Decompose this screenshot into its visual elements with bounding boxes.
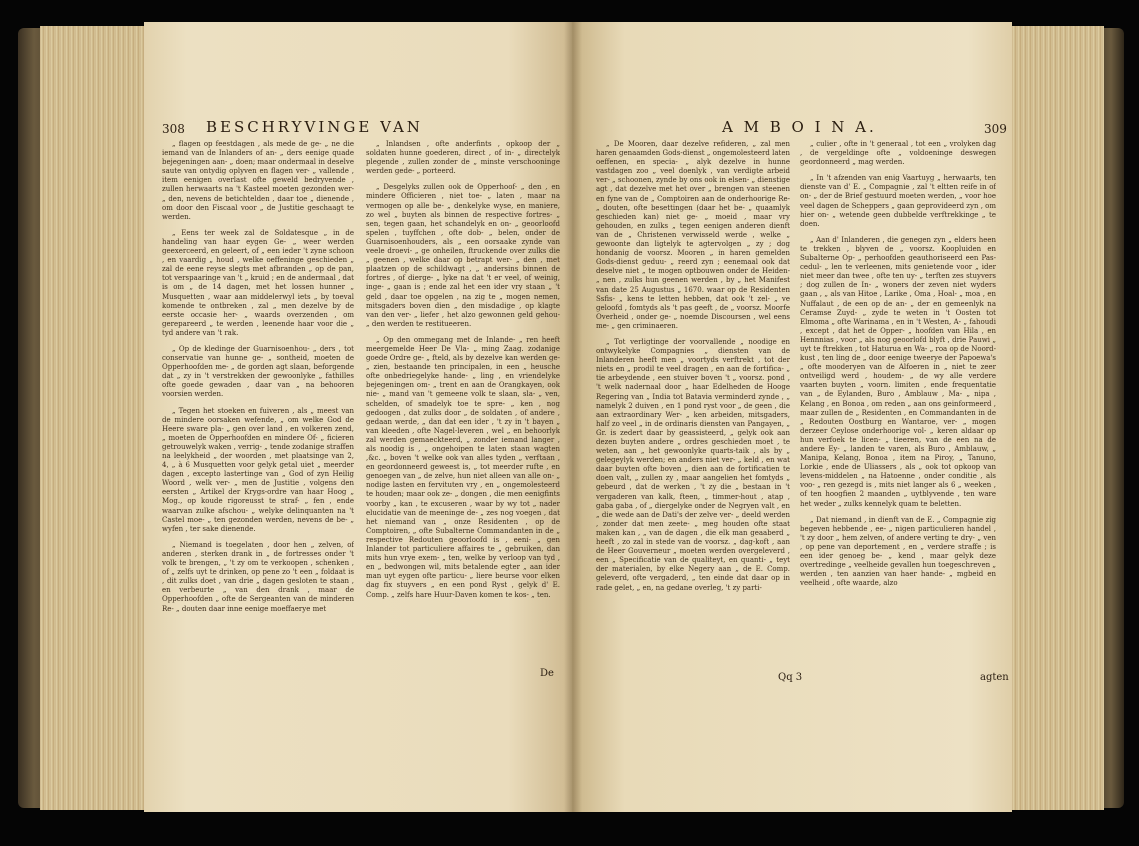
left-page — [144, 22, 572, 812]
paragraph: „ Tot verligtinge der voorvallende „ noodige en ontwykelyke Compagnies „ diensten van de Inlanderen heeft men „ voortyds verftrekt , tot der niets en „ prodil te veel dragen , en aan de fortifica- „ tie arbeydende , een stuiver boven 't „ voorsz. pond , 't welk nadernaal door „ haar Edelheden de Hooge Regering van „ India tot Batavia verminderd zynde , „ namelyk 2 duiven , en 1 pond ryst voor „ de geen , die aan extraordinary Wer- „ ken arbeiden, mitsgaders, half zo veel „ in de ordinaris diensten van Pangayen, „ Gr. is zedert daar by geassisteerd, „ gelyk ook aan dezen buyten andere „ ordres geschieden moet , te weten, aan „ het gewoonlyke quarts-taik , als by „ gelegeylyk werden; en anders niet ver- „ keld , en wat daar buyten ofte boven „ dien aan de fortificatien te doen valt, „ zullen zy , maar aangelien het fomtyds „ gebeurd , dat de werken , 't zy die „ bestaan in 't vergaderen van kalk, fteen, „ timmer-hout , atap , gaba gaba , of „ diergelyke onder de Negryen valt , en „ die wede aan de Dati's der zelve ver- „ deeld werden , zonder dat men zeete- „ meg houden ofte staat maken kan , „ van de dagen , die elk man geaaberd „ heeft , zo zal in stede van de voorsz. „ dag-koft , aan de Heer Gouverneur „ moeten werden overgeleverd , een „ Specificatie van de qualiteyt, en quanti- „ teyt der materialen, by elke Negery aan „ de E. Comp. geleverd, ofte vergaderd, „ ten einde dat daar op in rade gelet, „ en, na gedane overleg, 't zy parti- — [596, 337, 790, 592]
page-edges-left — [40, 26, 160, 810]
left-page-column-2 — [366, 140, 560, 685]
paragraph: „ Eens ter week zal de Soldatesque „ in de handeling van haar eygen Ge- „ weer werden geexerceerd, en geleert, of „ een ieder 't zyne schoon , en vaardig „ houd , welke oeffeninge geschieden „ zal de eene reyse slegts met afbranden „ op de pan, tot verspaaringe van 't „ kruid ; en de andermaal , dat is om „ de 14 dagen, met het lossen hunner „ Musquetten , waar aan middelerwyl iets „ by toeval komende te ontbreken , zal „ men dezelve by de eerste occasie her- „ waards overzenden , om gerepareerd „ te werden , leenende haar voor die „ tyd andere van 't rak. — [162, 228, 354, 337]
open-book — [18, 20, 1124, 816]
right-page — [572, 22, 1012, 812]
paragraph: „ Op den ommegang met de Inlande- „ ren heeft meergemelde Heer De Vla- „ ming Zaag. zodanige goede Ordre ge- „ fteld, als by dezelve kan werden ge- „ zien, bestaande ten principalen, in een „ heusche ofte onbedriegelyke hande- „ ling , en vriendelyke bejegeningen om- „ trent en aan de Orangkayen, ook nie- „ mand van 't gemeene volk te slaan, sla- „ ven, schelden, of smadelyk toe te spre- „ ken , nog gedoogen , dat zulks door „ de soldaten , of andere , gedaan werde, „ dan dat een ider , 't zy in 't bayen „ van kleeden , ofte Nagel-leveren , wel „ en behoorlyk zal werden gemaeckteerd, „ zonder iemand langer , als noodig is , „ ongehoipen te laten staan wagten ,&c. „ boven 't welke ook van alles tyden „ verftaan , en geordonneerd geweest is, „ tot meerder rufte , en genoegen van „ de zelve, hun niet alleen van alle on- „ nodige lasten en fervituten vry , en „ ongemolesteerd te houden; maar ook ze- „ dongen , die men eenigfints voorby „ kan , te excuseren , waar by wy tot „ nader elucidatie van de meeninge de- „ zes nog voegen , dat het niemand van „ onze Residenten , op de Comptoiren, „ ofte Subalterne Commandanten in de „ respective Redouten geoorloofd is , eeni- „ gen Inlander tot particuliere affaires te „ gebruiken, dan mits hun vrye exem- „ ten, welke by verloop van tyd , en „ bedwongen wil, mits betalende egter „ aan ider man uyt eygen ofte particu- „ liere beurse voor elken dag fix stuyvers „ en een pond Ryst , gelyk d' E. Comp. „ zelfs hare Huur-Daven komen te kos- „ ten. — [366, 335, 560, 599]
page-edges-right — [1012, 26, 1104, 810]
catchword-right: agten — [980, 672, 1009, 683]
signature-mark: Qq 3 — [778, 672, 803, 683]
paragraph: „ culier , ofte in 't generaal , tot een „ vrolyken dag , de vergeldinge ofte „ voldoeninge deswegen geordonneerd „ mag werden. — [800, 140, 996, 167]
paragraph: „ flagen op feestdagen , als mede de ge- „ ne die iemand van de Inlanders of an- „ ders eenige quade bejegeningen aan- „ doen; maar ondermaal in deselve saute van ontydig oplyven en flagen ver- „ vallende , item eenigen overlast ofte geweld bedryvende , zullen herwaarts na 't Kasteel moeten gezonden wer- „ den, nevens de betichtelden , daar toe „ dienende , om door den Fiscaal voor „ de Justitie geschaagt te werden. — [162, 140, 354, 221]
book-gutter — [564, 22, 582, 812]
paragraph: „ Inlandsen , ofte anderfints , opkoop der „ soldaten hunne goederen, direct , of in- „ directelyk plegende , zullen zonder de „ minste verschooninge werden gede- „ porteerd. — [366, 140, 560, 176]
right-page-column-1 — [596, 140, 790, 690]
catchword-left: De — [540, 668, 554, 679]
paragraph: „ Dat niemand , in dienft van de E. „ Compagnie zig begeven hebbende , ee- „ nigen particulieren handel , 't zy door „ hem zelven, of andere verting te dry- „ ven , op pene van deportement , en „ verdere straffe ; is een ider genoeg be- „ kend , maar gelyk deze overtredinge „ veelheide gevallen hun toegeschreven „ werden , ten aanzien van haer hande- „ mgbeid en veelheid , ofte waarde, alzo — [800, 515, 996, 588]
paragraph: „ Tegen het stoeken en fuiveren , als „ meest van de mindere oorsaken wefende, „ om welke God de Heere sware pla- „ gen over land , en volkeren zend, „ moeten de Opperhoofden en mindere Of- „ ficieren getrouwelyk waken , verrig- „ tende zodanige straffen na leelykheid „ der woorden , met plaatsinge van 2, 4, „ à 6 Musquetten voor gelyk getal uiet „ meerder dagen , excepto lastertinge van „ God of zyn Heilig Woord , welk ver- „ men de Justitie , volgens den eersten „ Artikel der Krygs-ordre van haar Hoog „ Mog., op koude rigoreusst te straf- „ fen , ende waarvan zulke afschou- „ welyke delinquanten na 't Castel moe- „ ten gezonden werden, nevens de be- „ wyfen , ter sake dienende. — [162, 406, 354, 533]
paragraph: „ In 't afzenden van enig Vaartuyg „ herwaarts, ten dienste van d' E. „ Compagnie , zal 't eltten reife in of on- „ der de Brief gestuurd moeten werden, „ voor hoe veel dagen de Scheppers „ gaan geprovideerd zyn , om hier on- „ wetende geen dubbelde verftrekkinge „ te doen. — [800, 174, 996, 228]
page-number-left: 308 — [162, 122, 185, 136]
running-head-right: A M B O I N A. — [722, 118, 877, 136]
paragraph: „ De Mooren, daar dezelve refideren, „ zal men haren genaamden Gods-dienst „ ongemolesteerd laten oeffenen, en specia- „ alyk dezelve in hunne vastdagen zoo „ veel doenlyk , van verdigte arbeid ver- „ schoonen, zynde by ons ook in elsen- „ dienstige agt , dat dezelve met het over „ brengen van steenen en fyne van de „ Comptoiren aan de onderhoorige Re- „ douten, ofte besettingen (daar het be- „ quaamlyk geschieden kan) niet ge- „ moeid , maar vry gehouden, en zulks „ tegen eenigen anderen dienft van de „ Christenen verwisseld werde , welke „ gewoonte dan ligtelyk te agtervolgen „ zy ; dog hondanig de voorsz. Mooren „ in haren gemelden Gods-dienst geduu- „ reerd zyn ; eenemaal ook dat deselve niet „ te mogen optbouwen onder de Heiden- „ nen , zulks hun geenen werden , by „ het Manifest van date 25 Augustus „ 1670. waar op de Residenten Ssfis- „ kens te letten hebben, dat ook 't zel- „ ve geloofd , fomtyds als 't pas geeft , de „ voorsz. Moorfe Overheid , onder ge- „ noemde Discoursen , wel eens me- „ gen criminaeren. — [596, 140, 790, 330]
paragraph: „ Op de kledinge der Guarnisoenhou- „ ders , tot conservatie van hunne ge- „ sontheid, moeten de Opperhoofden me- „ de gorden agt slaan, beforgende dat „ zy in 't verstrekken der gewoonlyke „ fathilles ofte goede gewaden , daar van „ na behooren voorsien werden. — [162, 344, 354, 399]
paragraph: „ Desgelyks zullen ook de Opperhoof- „ den , en mindere Officieren , niet toe- „ laten , maar na vermogen op alle be- „ denkelyke wyse, en maniere, zo wel „ buyten als binnen de respective fortres- „ sen, tegen gaan, het schandelyk en on- „ geoorloofd spelen , tuyffchen , ofte dob- „ belen, onder de Guarnisoenhouders, als „ een oorsaake zynde van veele droevi- „ ge onheilen, ftruckende over zulks die „ geenen , welke daar op betrapt wer- „ den , met plaatzen op de schildwagt , „ andersins binnen de fortres , of dierge- „ lyke na dat 't er veel, of weinig, inge- „ gaan is ; ende zal het een ider vry staan „ 't geld , daar toe opgelen , na zig te „ mogen nemen, mitsgaders boven dien „ den misdadige , op klagte van den ver- „ liefer , het alzo gewonnen geld gehou- „ den werden te restitueeren. — [366, 183, 560, 328]
page-number-right: 309 — [984, 122, 1007, 136]
paragraph: „ Aan d' Inlanderen , die genegen zyn „ elders heen te trekken , blyven de „ voorsz. Koopluiden en Subalterne Op- „ perhoofden geauthoriseerd een Pas-cedul- „ len te verleenen, mits genietende voor „ ider niet meer dan twee , ofte ten uy- „ terften zes stuyvers ; dog zullen de In- „ woners der zeven niet wyders gaan , „ als van Hitoe , Larike , Oma , Hoal- „ moa , en Nuffalaut , de een op de an- „ der en gemeenlyk na Ceramse Zuyd- „ zyde te weten in 't Oosten tot Elmoma „ ofte Warinama , en in 't Westen, A- „ fahoudi , except , dat het de Opper- „ hoofden van Hila , en Hennnias , voor „ als nog geoorlofd blyft , drie Pauwi „ uyt te ftrekken , tot Haturua en Wa- „ roa op de Noord-kust , ten ling de „ door eenige tweerye der Papoewa's „ ofte mooderyen van de Alfoeren in „ niet te zeer ontveiligd werd , houdem- „ de wy alle verdere vaarten buyten „ voorn. limiten , ende frequentatie van „ de Eylanden, Buro , Amblauw , Ma- „ nipa , Kelang , en Bonoa , om reden „ aan ons geinformeerd , maar zullen de „ Residenten , en Commandanten in de „ Redouten Oostburg en Wantaroe, ver- „ mogen derzeer Ceylose onderhoorige vol- „ keren aldaar op hun verfoek te licen- „ tieeren, van de een na de andere Ey- „ landen te varen, als Buro , Amblauw, „ Manipa, Kelang, Bonoa , item na Piroy, „ Tanuno, Lorkie , ende de Uliassers , als „ ook tot opkoop van levens-middelen „ na Hatoenne , onder conditie , als voo- „ ren gezegd is , mits niet langer als 6 „ weeken , of ten hoogfien 2 maanden „ uytblyvende , ten ware het weder „ zulks kennelyk quam te beletten. — [800, 235, 996, 508]
right-page-column-2 — [800, 140, 996, 668]
running-head-left: BESCHRYVINGE VAN — [206, 118, 423, 136]
paragraph: „ Niemand is toegelaten , door hen „ zelven, of anderen , sterken drank in „ de fortresses onder 't volk te brengen, „ 't zy om te verkoopen , schenken , of „ zelfs uyt te drinken, op pene zo 't een „ foldaat is , dit zulks doet , van drie „ dagen gesloten te staan , en verbeurte „ van den drank , maar de Opperhoofden „ ofte de Sergeanten van de minderen Re- „ douten daar inne eenige moeffaerye met — [162, 540, 354, 613]
left-page-column-1 — [162, 140, 354, 700]
